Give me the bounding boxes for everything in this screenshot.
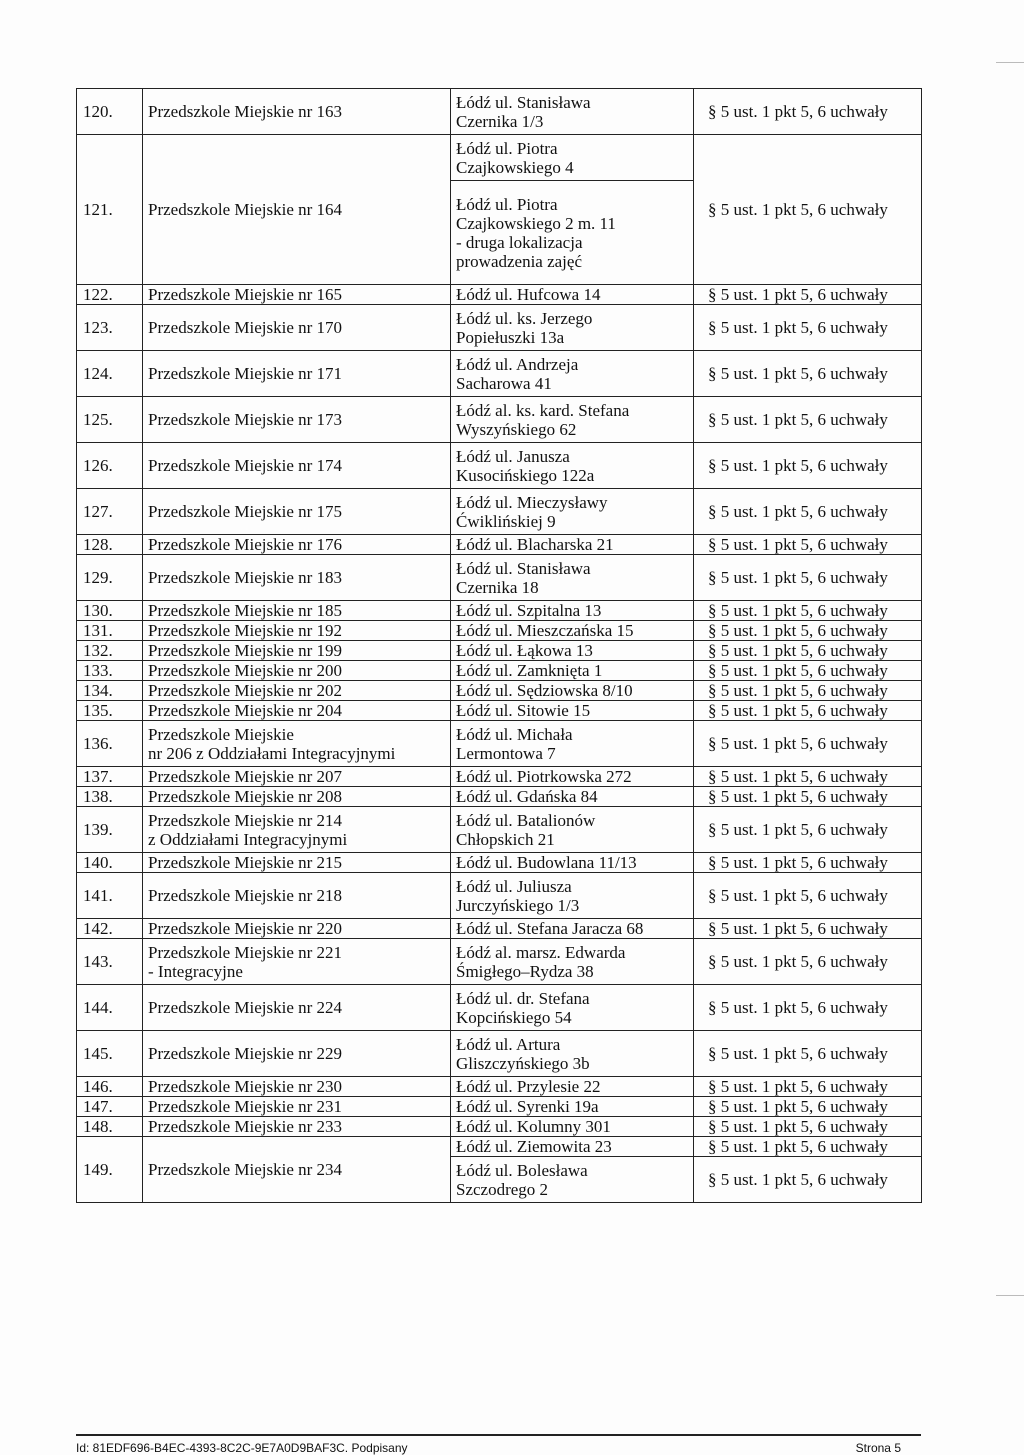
table-row: [77, 985, 922, 1031]
legal-basis: § 5 ust. 1 pkt 5, 6 uchwały: [694, 641, 922, 661]
address-line: prowadzenia zajęć: [456, 251, 582, 271]
institution-name-line: Przedszkole Miejskie nr 231: [148, 1097, 343, 1116]
row-number: 138.: [77, 787, 143, 807]
legal-basis: § 5 ust. 1 pkt 5, 6 uchwały: [694, 1031, 922, 1077]
legal-basis: § 5 ust. 1 pkt 5, 6 uchwały: [694, 135, 922, 285]
legal-basis: § 5 ust. 1 pkt 5, 6 uchwały: [694, 621, 922, 641]
row-number: 141.: [77, 873, 143, 919]
institution-name-line: Przedszkole Miejskie nr 207: [148, 767, 343, 786]
row-number: 125.: [77, 397, 143, 443]
legal-basis: § 5 ust. 1 pkt 5, 6 uchwały: [694, 721, 922, 767]
institution-name: [143, 919, 451, 939]
address-line: Chłopskich 21: [456, 829, 555, 849]
address: [451, 443, 694, 489]
table-row: [77, 681, 922, 701]
address: [451, 351, 694, 397]
address-line: Jurczyńskiego 1/3: [456, 895, 580, 915]
table-row: [77, 1031, 922, 1077]
institution-name-line: Przedszkole Miejskie nr 165: [148, 285, 343, 304]
table-row: [77, 1097, 922, 1117]
legal-basis: § 5 ust. 1 pkt 5, 6 uchwały: [694, 351, 922, 397]
address-line: Śmigłego–Rydza 38: [456, 961, 594, 981]
legal-basis: § 5 ust. 1 pkt 5, 6 uchwały: [694, 1077, 922, 1097]
legal-basis: § 5 ust. 1 pkt 5, 6 uchwały: [694, 661, 922, 681]
institution-name-line: Przedszkole Miejskie nr 171: [148, 364, 343, 383]
institution-name: [143, 641, 451, 661]
address: [451, 601, 694, 621]
institution-name-line: Przedszkole Miejskie nr 170: [148, 318, 343, 337]
address-line: Łódź ul. Michała: [456, 724, 573, 744]
table-row: [77, 721, 922, 767]
institution-name-line: Przedszkole Miejskie nr 214: [148, 810, 343, 830]
institution-name-line: Przedszkole Miejskie nr 234: [148, 1160, 343, 1179]
row-number: 137.: [77, 767, 143, 787]
row-number: 148.: [77, 1117, 143, 1137]
margin-mark: [996, 62, 1024, 63]
institution-name-line: z Oddziałami Integracyjnymi: [148, 829, 348, 849]
table-row: [77, 1137, 922, 1157]
institution-name: [143, 681, 451, 701]
institution-name-line: Przedszkole Miejskie nr 221: [148, 942, 343, 962]
institution-name: [143, 1077, 451, 1097]
institution-name-line: Przedszkole Miejskie nr 174: [148, 456, 343, 475]
institution-name-line: - Integracyjne: [148, 961, 243, 981]
margin-mark: [996, 1295, 1024, 1296]
institution-name-line: Przedszkole Miejskie nr 220: [148, 919, 343, 938]
address-line: Łódź ul. Mieszczańska 15: [456, 621, 634, 640]
address: [451, 985, 694, 1031]
address-line: Łódź ul. Blacharska 21: [456, 535, 614, 554]
institution-name: [143, 285, 451, 305]
table-row: [77, 285, 922, 305]
table-row: [77, 767, 922, 787]
legal-basis: § 5 ust. 1 pkt 5, 6 uchwały: [694, 1097, 922, 1117]
address-line: Kopcińskiego 54: [456, 1007, 572, 1027]
legal-basis: § 5 ust. 1 pkt 5, 6 uchwały: [694, 555, 922, 601]
table-row: [77, 397, 922, 443]
address-line: Łódź ul. Przylesie 22: [456, 1077, 601, 1096]
row-number: 139.: [77, 807, 143, 853]
row-number: 147.: [77, 1097, 143, 1117]
table-row: [77, 701, 922, 721]
row-number: 145.: [77, 1031, 143, 1077]
institution-name-line: Przedszkole Miejskie nr 200: [148, 661, 343, 680]
table-row: [77, 351, 922, 397]
table-body: [77, 89, 922, 1203]
institution-name-line: Przedszkole Miejskie: [148, 724, 294, 744]
legal-basis: § 5 ust. 1 pkt 5, 6 uchwały: [694, 985, 922, 1031]
legal-basis: § 5 ust. 1 pkt 5, 6 uchwały: [694, 1137, 922, 1157]
row-number: 128.: [77, 535, 143, 555]
institution-name: [143, 787, 451, 807]
table-row: [77, 555, 922, 601]
legal-basis: § 5 ust. 1 pkt 5, 6 uchwały: [694, 443, 922, 489]
institution-name-line: Przedszkole Miejskie nr 176: [148, 535, 343, 554]
table-row: [77, 661, 922, 681]
institution-name: [143, 1097, 451, 1117]
row-number: 127.: [77, 489, 143, 535]
address-line: Łódź ul. Mieczysławy: [456, 492, 608, 512]
address: [451, 1031, 694, 1077]
table-row: [77, 535, 922, 555]
address-line: Łódź al. ks. kard. Stefana: [456, 400, 630, 420]
legal-basis: § 5 ust. 1 pkt 5, 6 uchwały: [694, 89, 922, 135]
table-row: [77, 641, 922, 661]
legal-basis: § 5 ust. 1 pkt 5, 6 uchwały: [694, 285, 922, 305]
institution-name-line: Przedszkole Miejskie nr 192: [148, 621, 343, 640]
address: [451, 621, 694, 641]
institution-name: [143, 555, 451, 601]
institution-name: [143, 807, 451, 853]
row-number: 134.: [77, 681, 143, 701]
address-line: Łódź ul. Sędziowska 8/10: [456, 681, 633, 700]
legal-basis: § 5 ust. 1 pkt 5, 6 uchwały: [694, 807, 922, 853]
row-number: 144.: [77, 985, 143, 1031]
address: [451, 681, 694, 701]
address: [451, 285, 694, 305]
institution-name-line: Przedszkole Miejskie nr 230: [148, 1077, 343, 1096]
address-line: Łódź ul. Janusza: [456, 446, 570, 466]
institution-name-line: Przedszkole Miejskie nr 224: [148, 998, 343, 1017]
address-line: Ćwiklińskiej 9: [456, 511, 556, 531]
table-row: [77, 853, 922, 873]
address: [451, 787, 694, 807]
institution-name: [143, 397, 451, 443]
row-number: 132.: [77, 641, 143, 661]
legal-basis: § 5 ust. 1 pkt 5, 6 uchwały: [694, 489, 922, 535]
address: [451, 135, 694, 181]
legal-basis: § 5 ust. 1 pkt 5, 6 uchwały: [694, 305, 922, 351]
legal-basis: § 5 ust. 1 pkt 5, 6 uchwały: [694, 767, 922, 787]
legal-basis: § 5 ust. 1 pkt 5, 6 uchwały: [694, 919, 922, 939]
table-row: [77, 807, 922, 853]
address-line: Łódź ul. Artura: [456, 1034, 561, 1054]
legal-basis: § 5 ust. 1 pkt 5, 6 uchwały: [694, 853, 922, 873]
row-number: 130.: [77, 601, 143, 621]
address: [451, 181, 694, 285]
legal-basis: § 5 ust. 1 pkt 5, 6 uchwały: [694, 681, 922, 701]
address-line: Łódź ul. Batalionów: [456, 810, 596, 830]
institution-name: [143, 701, 451, 721]
page-number: Strona 5: [855, 1441, 901, 1455]
row-number: 135.: [77, 701, 143, 721]
row-number: 123.: [77, 305, 143, 351]
institution-name: [143, 661, 451, 681]
address-line: Lermontowa 7: [456, 743, 556, 763]
address: [451, 1117, 694, 1137]
institution-name-line: Przedszkole Miejskie nr 199: [148, 641, 343, 660]
address-line: Czajkowskiego 2 m. 11: [456, 213, 616, 233]
address-line: Szczodrego 2: [456, 1179, 549, 1199]
institution-name: [143, 489, 451, 535]
legal-basis: § 5 ust. 1 pkt 5, 6 uchwały: [694, 1117, 922, 1137]
address-line: Łódź ul. Bolesława: [456, 1160, 588, 1180]
table-row: [77, 443, 922, 489]
address-line: Łódź ul. Juliusza: [456, 876, 572, 896]
institution-name: [143, 1031, 451, 1077]
address-line: Łódź ul. Zamknięta 1: [456, 661, 603, 680]
legal-basis: § 5 ust. 1 pkt 5, 6 uchwały: [694, 601, 922, 621]
row-number: 133.: [77, 661, 143, 681]
table-row: [77, 601, 922, 621]
address: [451, 1137, 694, 1157]
table-row: [77, 489, 922, 535]
row-number: 126.: [77, 443, 143, 489]
institution-name: [143, 721, 451, 767]
address-line: Wyszyńskiego 62: [456, 419, 577, 439]
institution-name-line: Przedszkole Miejskie nr 202: [148, 681, 343, 700]
document-table: [76, 88, 922, 1203]
table-row: [77, 919, 922, 939]
legal-basis: § 5 ust. 1 pkt 5, 6 uchwały: [694, 1157, 922, 1203]
address-line: Łódź al. marsz. Edwarda: [456, 942, 626, 962]
address-line: Łódź ul. Sitowie 15: [456, 701, 591, 720]
institution-name: [143, 939, 451, 985]
address: [451, 1157, 694, 1203]
address-line: Łódź ul. Stanisława: [456, 92, 591, 112]
address-line: Łódź ul. Łąkowa 13: [456, 641, 593, 660]
legal-basis: § 5 ust. 1 pkt 5, 6 uchwały: [694, 535, 922, 555]
institution-name: [143, 443, 451, 489]
address: [451, 701, 694, 721]
institution-name: [143, 89, 451, 135]
institution-name-line: nr 206 z Oddziałami Integracyjnymi: [148, 743, 396, 763]
table-row: [77, 621, 922, 641]
address: [451, 397, 694, 443]
address-line: Czernika 18: [456, 577, 539, 597]
address-line: Łódź ul. Stanisława: [456, 558, 591, 578]
row-number: 131.: [77, 621, 143, 641]
address: [451, 939, 694, 985]
address: [451, 661, 694, 681]
address-line: Łódź ul. ks. Jerzego: [456, 308, 593, 328]
footer-rule: [76, 1434, 921, 1436]
institution-name: [143, 535, 451, 555]
address: [451, 807, 694, 853]
legal-basis: § 5 ust. 1 pkt 5, 6 uchwały: [694, 701, 922, 721]
address-line: Łódź ul. Ziemowita 23: [456, 1137, 612, 1156]
row-number: 143.: [77, 939, 143, 985]
legal-basis: § 5 ust. 1 pkt 5, 6 uchwały: [694, 873, 922, 919]
address: [451, 89, 694, 135]
address-line: Łódź ul. dr. Stefana: [456, 988, 590, 1008]
address-line: Gliszczyńskiego 3b: [456, 1053, 590, 1073]
address-line: Łódź ul. Andrzeja: [456, 354, 579, 374]
address-line: Łódź ul. Budowlana 11/13: [456, 853, 637, 872]
address: [451, 305, 694, 351]
row-number: 121.: [77, 135, 143, 285]
institution-name-line: Przedszkole Miejskie nr 208: [148, 787, 343, 806]
institution-name-line: Przedszkole Miejskie nr 164: [148, 200, 343, 219]
legal-basis: § 5 ust. 1 pkt 5, 6 uchwały: [694, 397, 922, 443]
institution-name-line: Przedszkole Miejskie nr 218: [148, 886, 343, 905]
address-line: Sacharowa 41: [456, 373, 552, 393]
row-number: 136.: [77, 721, 143, 767]
row-number: 122.: [77, 285, 143, 305]
row-number: 146.: [77, 1077, 143, 1097]
institution-name-line: Przedszkole Miejskie nr 173: [148, 410, 343, 429]
institution-name-line: Przedszkole Miejskie nr 204: [148, 701, 343, 720]
table-row: [77, 305, 922, 351]
address-line: Łódź ul. Szpitalna 13: [456, 601, 602, 620]
table-row: [77, 89, 922, 135]
address-line: - druga lokalizacja: [456, 232, 583, 252]
row-number: 140.: [77, 853, 143, 873]
institution-name-line: Przedszkole Miejskie nr 233: [148, 1117, 343, 1136]
row-number: 149.: [77, 1137, 143, 1203]
address: [451, 767, 694, 787]
institution-name: [143, 621, 451, 641]
institution-name-line: Przedszkole Miejskie nr 215: [148, 853, 343, 872]
institution-name: [143, 853, 451, 873]
institution-name: [143, 985, 451, 1031]
address-line: Łódź ul. Gdańska 84: [456, 787, 598, 806]
address-line: Łódź ul. Stefana Jaracza 68: [456, 919, 644, 938]
address: [451, 1077, 694, 1097]
table-row: [77, 939, 922, 985]
address-line: Łódź ul. Hufcowa 14: [456, 285, 601, 304]
row-number: 120.: [77, 89, 143, 135]
address-line: Łódź ul. Syrenki 19a: [456, 1097, 599, 1116]
address-line: Kusocińskiego 122a: [456, 465, 595, 485]
address: [451, 489, 694, 535]
table-row: [77, 873, 922, 919]
address: [451, 1097, 694, 1117]
institution-name: [143, 601, 451, 621]
institution-name-line: Przedszkole Miejskie nr 185: [148, 601, 343, 620]
institution-name-line: Przedszkole Miejskie nr 163: [148, 102, 343, 121]
address-line: Czajkowskiego 4: [456, 157, 574, 177]
document-id: Id: 81EDF696-B4EC-4393-8C2C-9E7A0D9BAF3C. Podpisany: [76, 1441, 408, 1455]
institution-name-line: Przedszkole Miejskie nr 175: [148, 502, 343, 521]
address-line: Łódź ul. Piotrkowska 272: [456, 767, 632, 786]
institution-name-line: Przedszkole Miejskie nr 183: [148, 568, 343, 587]
address-line: Łódź ul. Piotra: [456, 138, 558, 158]
legal-basis: § 5 ust. 1 pkt 5, 6 uchwały: [694, 787, 922, 807]
row-number: 129.: [77, 555, 143, 601]
address-line: Popiełuszki 13a: [456, 327, 565, 347]
institution-name: [143, 1117, 451, 1137]
address: [451, 641, 694, 661]
institution-name: [143, 305, 451, 351]
table-row: [77, 1117, 922, 1137]
table-row: [77, 787, 922, 807]
address: [451, 919, 694, 939]
address: [451, 535, 694, 555]
address-line: Łódź ul. Kolumny 301: [456, 1117, 611, 1136]
institution-name-line: Przedszkole Miejskie nr 229: [148, 1044, 343, 1063]
address-line: Czernika 1/3: [456, 111, 544, 131]
table-row: [77, 1077, 922, 1097]
address: [451, 721, 694, 767]
institution-name: [143, 767, 451, 787]
address-line: Łódź ul. Piotra: [456, 194, 558, 214]
institution-name: [143, 135, 451, 285]
address: [451, 555, 694, 601]
row-number: 124.: [77, 351, 143, 397]
legal-basis: § 5 ust. 1 pkt 5, 6 uchwały: [694, 939, 922, 985]
institution-name: [143, 1137, 451, 1203]
row-number: 142.: [77, 919, 143, 939]
address: [451, 873, 694, 919]
table-row: [77, 135, 922, 181]
institution-name: [143, 351, 451, 397]
institution-name: [143, 873, 451, 919]
address: [451, 853, 694, 873]
